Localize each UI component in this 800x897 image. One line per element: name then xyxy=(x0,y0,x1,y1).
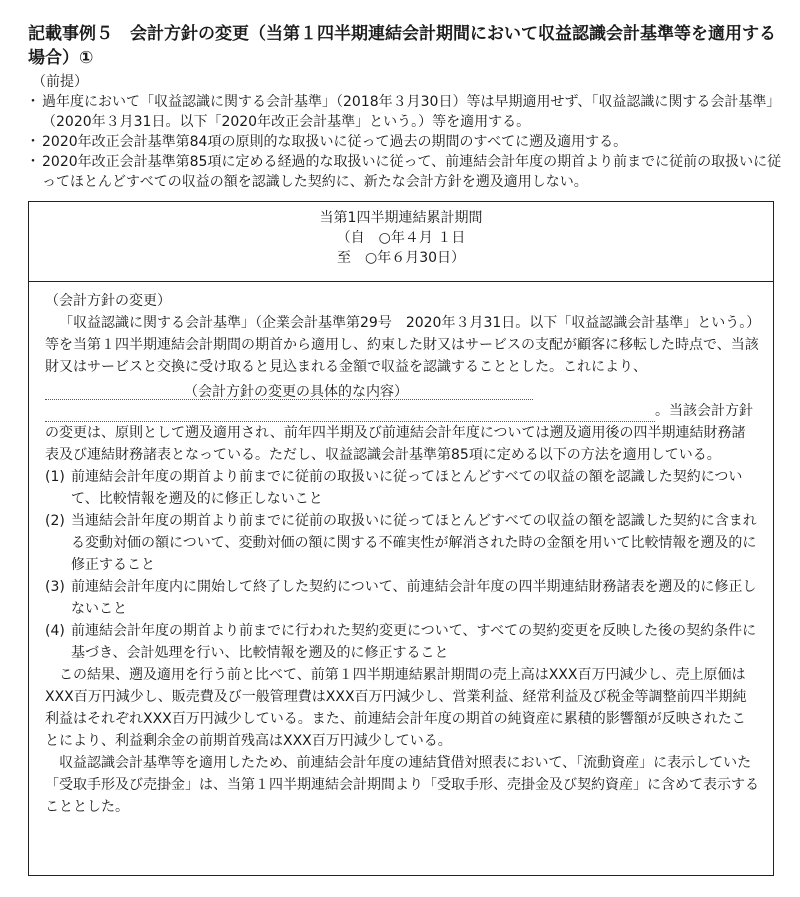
premise-bullet: ・ 過年度において「収益認識に関する会計基準」（2018年３月30日）等は早期適用せず、「収益認識に関する会計基準」（2020年３月31日。以下「2020年改正会計基準」という。）等を適用する。 xyxy=(28,92,788,132)
item-number: (4) xyxy=(45,623,65,639)
blank-fill-line xyxy=(45,385,533,400)
paragraph-presentation: 収益認識会計基準等を適用したため、前連結会計年度の連結貸借対照表において、「流動資産」に表示していた「受取手形及び売掛金」は、当第１四半期連結会計期間より「受取手形、売掛金及び契約資産」に含めて表示することとした。 xyxy=(45,755,759,815)
disclosure-box xyxy=(28,201,774,876)
item-number: (1) xyxy=(45,469,65,485)
section-heading: （会計方針の変更） xyxy=(45,293,171,309)
period-header xyxy=(29,202,773,282)
para1-text: 「収益認識に関する会計基準」（企業会計基準第29号 2020年３月31日。以下「収益認識会計基準」という。）等を当第１四半期連結会計期間の期首から適用し、約束した財又はサービスの支配が顧客に移転した時点で、当該財又はサービスと交換に受け取ると見込まれる金額で収益を認識することとした。これにより、 xyxy=(45,315,759,375)
item-number: (3) xyxy=(45,579,65,595)
item-text: 前連結会計年度の期首より前までに従前の取扱いに従ってほとんどすべての収益の額を認識した契約について、比較情報を遡及的に修正しないこと xyxy=(71,469,743,507)
item-text: 前連結会計年度内に開始して終了した契約について、前連結会計年度の四半期連結財務諸表を遡及的に修正しないこと xyxy=(71,579,757,617)
method-item xyxy=(45,576,759,620)
period-heading: 当第1四半期連結累計期間 xyxy=(319,210,483,226)
paragraph-impact: この結果、遡及適用を行う前と比べて、前第１四半期連結累計期間の売上高はXXX百万円減少し、売上原価はXXX百万円減少し、販売費及び一般管理費はXXX百万円減少し、営業利益、経常利益及び税金等調整前四半期純利益はそれぞれXXX百万円減少している。また、前連結会計年度の期首の純資産に累積的影響額が反映されたことにより、利益剰余金の前期首残高はXXX百万円減少している。 xyxy=(45,667,747,749)
item-text: 当連結会計年度の期首より前までに従前の取扱いに従ってほとんどすべての収益の額を認識した契約に含まれる変動対価の額について、変動対価の額に関する不確実性が解消された時の金額を用いて比較情報を遡及的に修正すること xyxy=(71,513,757,573)
premise-section xyxy=(28,72,788,192)
premise-bullet: ・ 2020年改正会計基準第84項の原則的な取扱いに従って過去の期間のすべてに遡及適用する。 xyxy=(28,132,788,152)
premise-heading: （前提） xyxy=(32,74,88,90)
blank-fill-line-2 xyxy=(45,407,655,422)
item-text: 前連結会計年度の期首より前までに行われた契約変更について、すべての契約変更を反映した後の契約条件に基づき、会計処理を行い、比較情報を遡及的に修正すること xyxy=(71,623,757,661)
paragraph-accounting-change xyxy=(45,312,759,466)
method-item xyxy=(45,466,759,510)
method-item xyxy=(45,620,759,664)
period-to: 至 ○年６月30日） xyxy=(336,250,466,266)
disclosure-content xyxy=(29,282,773,818)
premise-bullet: ・ 2020年改正会計基準第85項に定める経過的な取扱いに従って、前連結会計年度の期首より前までに従前の取扱いに従ってほとんどすべての収益の額を認識した契約に、新たな会計方針を遡及適用しない。 xyxy=(28,152,788,192)
method-item xyxy=(45,510,759,576)
para1-continued: 。当該会計方針の変更は、原則として遡及適用され、前年四半期及び前連結会計年度については遡及適用後の四半期連結財務諸表及び連結財務諸表となっている。ただし、収益認識会計基準第85項に定める以下の方法を適用している。 xyxy=(45,403,753,463)
document-title: 記載事例５ 会計方針の変更（当第１四半期連結会計期間において収益認識会計基準等を適用する場合）① xyxy=(28,24,776,68)
period-from: （自 ○年４月 １日 xyxy=(336,230,466,246)
item-number: (2) xyxy=(45,513,65,529)
blank-label: （会計方針の変更の具体的な内容） xyxy=(184,384,408,400)
